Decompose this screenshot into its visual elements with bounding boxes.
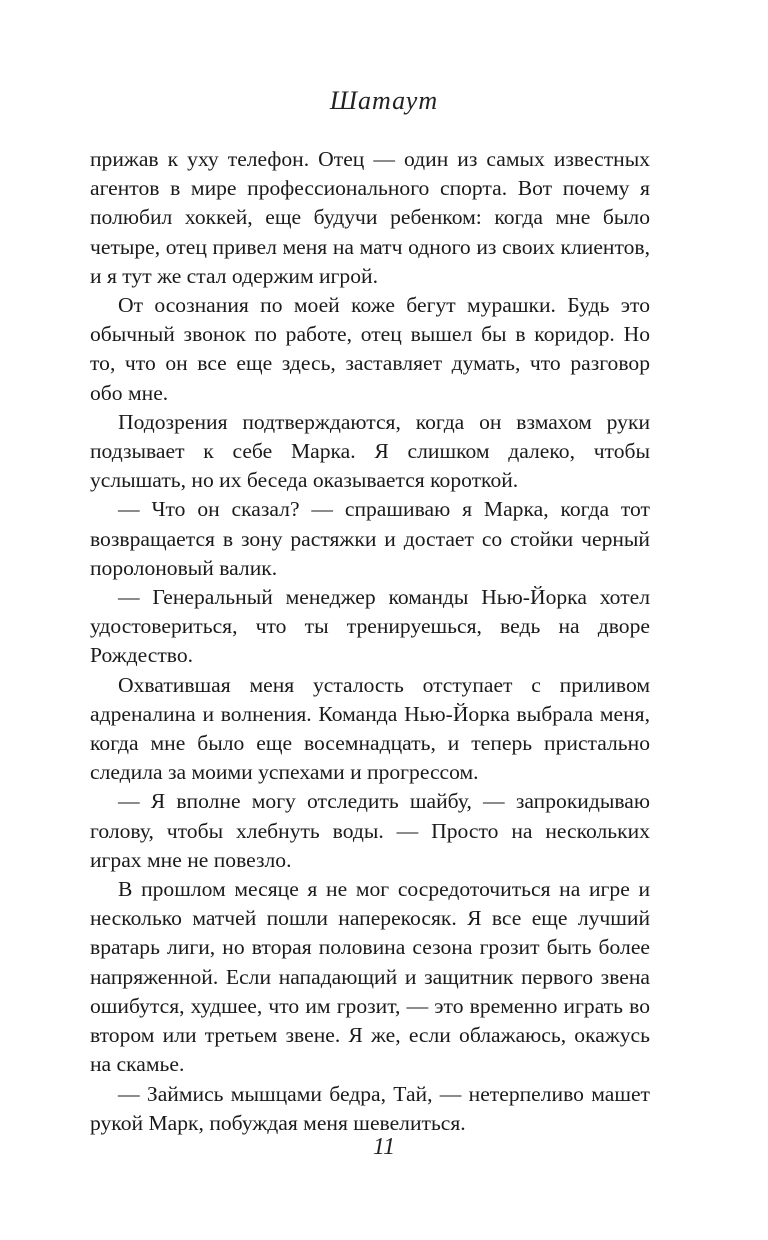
paragraph: — Что он сказал? — спрашиваю я Марка, когда тот возвращается в зону растяжки и достает со стойки черный поролоновый валик.: [90, 497, 650, 580]
running-header-title: Шатаут: [329, 86, 439, 115]
page-number: 11: [372, 1134, 396, 1160]
paragraph: От осознания по моей коже бегут мурашки. Будь это обычный звонок по работе, отец вышел бы в коридор. Но то, что он все еще здесь, заставляет думать, что разговор обо мне.: [90, 293, 650, 405]
paragraph: Подозрения подтверждаются, когда он взмахом руки подзывает к себе Марка. Я слишком далеко, чтобы услышать, но их беседа оказывается короткой.: [90, 409, 650, 493]
paragraph: — Я вполне могу отследить шайбу, — запрокидываю голову, чтобы хлебнуть воды. — Просто на нескольких играх мне не повезло.: [90, 789, 650, 872]
paragraph: — Займись мышцами бедра, Тай, — нетерпеливо машет рукой Марк, побуждая меня шевелиться.: [90, 1081, 650, 1135]
body-text: [90, 145, 650, 1138]
paragraph: прижав к уху телефон. Отец — один из самых известных агентов в мире профессионального спорта. Вот почему я полюбил хоккей, еще будучи ребенком: когда мне было четыре, отец привел меня на матч одного из своих клиентов, и я тут же стал одержим игрой.: [90, 147, 650, 288]
paragraph: В прошлом месяце я не мог сосредоточиться на игре и несколько матчей пошли наперекосяк. Я все еще лучший вратарь лиги, но вторая половина сезона грозит быть более напряженной. Если нападающий и защитник первого звена ошибутся, худшее, что им грозит, — это временно играть во втором или третьем звене. Я же, если облажаюсь, окажусь на скамье.: [90, 877, 650, 1077]
paragraph: — Генеральный менеджер команды Нью-Йорка хотел удостовериться, что ты тренируешься, ведь на дворе Рождество.: [90, 585, 650, 668]
paragraph: Охватившая меня усталость отступает с приливом адреналина и волнения. Команда Нью-Йорка выбрала меня, когда мне было еще восемнадцать, и теперь пристально следила за моими успехами и прогрессом.: [90, 672, 650, 785]
